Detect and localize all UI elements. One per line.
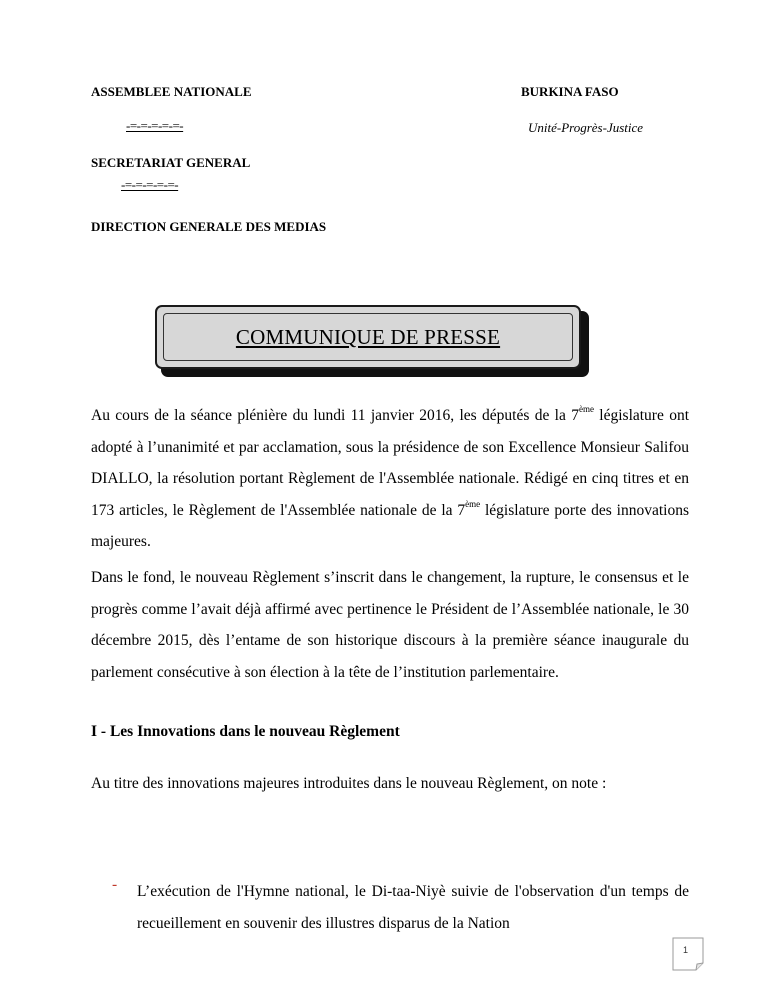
header-direction: DIRECTION GENERALE DES MEDIAS bbox=[91, 219, 327, 234]
bullet-item: L’exécution de l'Hymne national, le Di-taa-Niyè suivie de l'observation d'un temps de recueillement en souvenir des illustres disparus de la Nation bbox=[137, 883, 689, 932]
secretariat-separator: -=-=-=-=-=- bbox=[121, 177, 179, 192]
page-number: 1 bbox=[683, 945, 689, 955]
paragraph-intro-part-a: Au cours de la séance plénière du lundi 11 janvier 2016, les députés de la 7 bbox=[91, 407, 579, 424]
press-release-banner bbox=[155, 305, 581, 369]
bullet-marker: - bbox=[112, 876, 118, 893]
banner-title: COMMUNIQUE DE PRESSE bbox=[235, 324, 501, 349]
paragraph-intro bbox=[91, 400, 689, 558]
banner-inner-frame bbox=[163, 313, 573, 361]
paragraph-context: Dans le fond, le nouveau Règlement s’inscrit dans le changement, la rupture, le consensus et le progrès comme l’avait déjà affirmé avec pertinence le Président de l’Assemblée nationale, le 30 décembre 2015, dès l’entame de son historique discours à la première séance inaugurale du parlement consécutive à son élection à la tête de l’institution parlementaire. bbox=[91, 569, 689, 681]
superscript-eme: ème bbox=[465, 498, 481, 509]
header-country: BURKINA FASO bbox=[521, 84, 619, 99]
header-secretariat: SECRETARIAT GENERAL bbox=[91, 155, 251, 170]
paragraph-intro-part-c: législature porte des innovations majeures. bbox=[91, 501, 689, 550]
header-motto: Unité-Progrès-Justice bbox=[528, 120, 644, 135]
paragraph-innovations-intro: Au titre des innovations majeures introduites dans le nouveau Règlement, on note : bbox=[91, 775, 607, 792]
header-org-name: ASSEMBLEE NATIONALE bbox=[91, 84, 252, 99]
section-heading: I - Les Innovations dans le nouveau Règlement bbox=[91, 723, 400, 740]
superscript-eme: ème bbox=[578, 404, 594, 414]
header-separator: -=-=-=-=-=- bbox=[126, 118, 184, 133]
paragraph-intro-part-b: législature ont adopté à l’unanimité et par acclamation, sous la présidence de son Excellence Monsieur Salifou DIALLO, la résolution portant Règlement de l'Assemblée nationale. Rédigé en cinq titres et en 173 articles, le Règlement de l'Assemblée nationale de la 7 bbox=[91, 407, 689, 519]
